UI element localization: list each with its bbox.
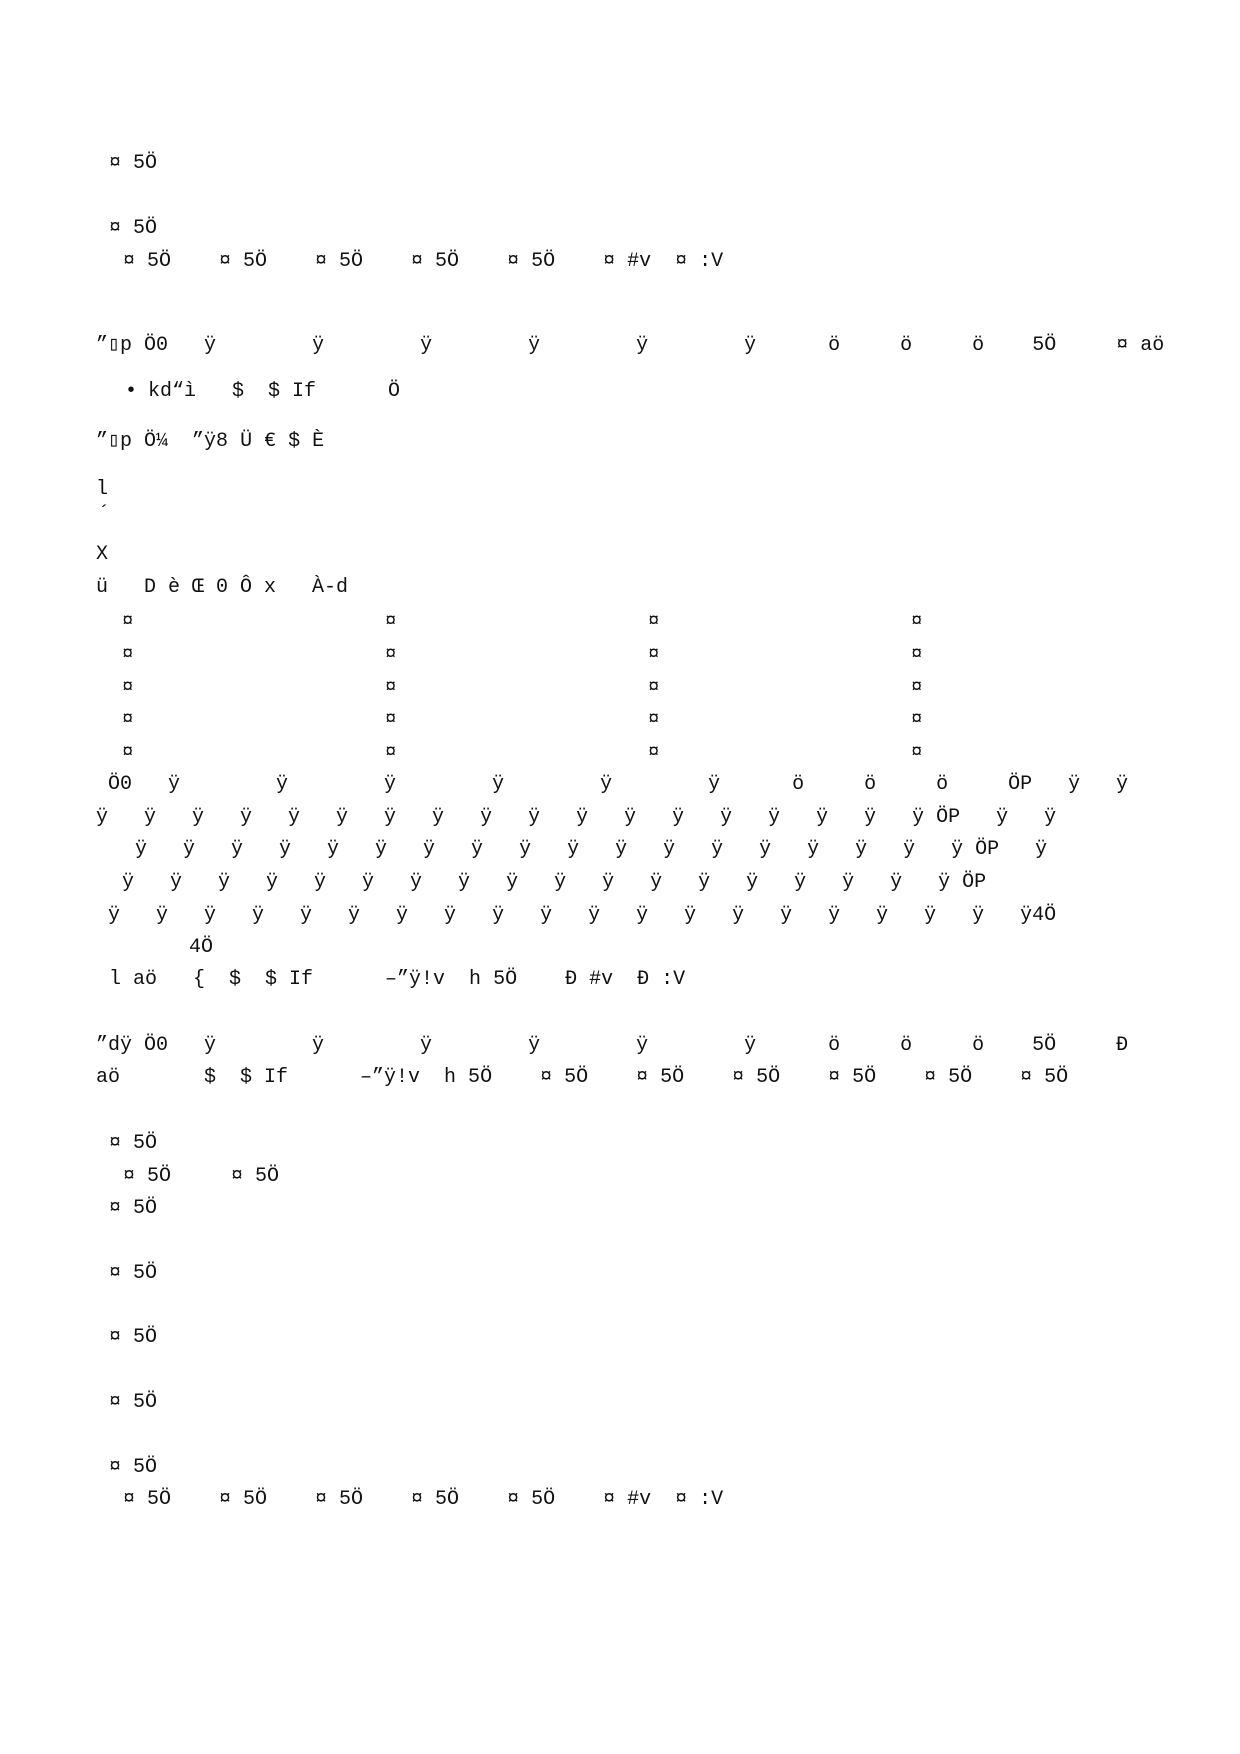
doc-line-4: ”▯p Ö0 ÿ ÿ ÿ ÿ ÿ ÿ ö ö ö 5Ö ¤ aö xyxy=(96,334,1165,357)
grid-mark: ¤ xyxy=(648,643,660,665)
doc-line-11: Ö0 ÿ ÿ ÿ ÿ ÿ ÿ ö ö ö ÖP ÿ ÿ xyxy=(108,773,1129,796)
doc-line-3: ¤ 5Ö ¤ 5Ö ¤ 5Ö ¤ 5Ö ¤ 5Ö ¤ #v ¤ :V xyxy=(123,250,724,273)
doc-line-20: ¤ 5Ö xyxy=(109,1132,158,1155)
doc-line-23: ¤ 5Ö xyxy=(109,1262,158,1285)
grid-mark: ¤ xyxy=(122,643,134,665)
grid-mark: ¤ xyxy=(648,610,660,632)
grid-mark: ¤ xyxy=(911,741,923,763)
doc-line-13: ÿ ÿ ÿ ÿ ÿ ÿ ÿ ÿ ÿ ÿ ÿ ÿ ÿ ÿ ÿ ÿ ÿ ÿ ÖP ÿ xyxy=(135,838,1048,861)
grid-mark: ¤ xyxy=(911,676,923,698)
doc-line-16: 4Ö xyxy=(189,936,214,959)
doc-line-26: ¤ 5Ö xyxy=(109,1456,158,1479)
grid-mark: ¤ xyxy=(911,708,923,730)
doc-line-5: kd“ì $ $ If Ö xyxy=(148,380,401,403)
doc-line-24: ¤ 5Ö xyxy=(109,1326,158,1349)
doc-line-15: ÿ ÿ ÿ ÿ ÿ ÿ ÿ ÿ ÿ ÿ ÿ ÿ ÿ ÿ ÿ ÿ ÿ ÿ ÿ ÿ4Ö xyxy=(108,904,1057,927)
grid-mark: ¤ xyxy=(122,676,134,698)
grid-mark: ¤ xyxy=(385,643,397,665)
doc-line-25: ¤ 5Ö xyxy=(109,1391,158,1414)
grid-mark: ¤ xyxy=(911,610,923,632)
grid-mark: ¤ xyxy=(648,741,660,763)
grid-mark: ¤ xyxy=(122,610,134,632)
doc-line-18: ”dÿ Ö0 ÿ ÿ ÿ ÿ ÿ ÿ ö ö ö 5Ö Ð xyxy=(96,1034,1129,1057)
doc-line-10: ü D è Œ 0 Ô x À-d xyxy=(96,576,349,599)
grid-mark: ¤ xyxy=(385,610,397,632)
grid-mark: ¤ xyxy=(122,741,134,763)
grid-mark: ¤ xyxy=(385,708,397,730)
grid-mark: ¤ xyxy=(385,741,397,763)
doc-line-7: l xyxy=(96,478,109,501)
grid-mark: ¤ xyxy=(385,676,397,698)
doc-line-2: ¤ 5Ö xyxy=(109,217,158,240)
doc-line-9: X xyxy=(96,543,109,566)
grid-mark: ¤ xyxy=(122,708,134,730)
grid-mark: ¤ xyxy=(648,708,660,730)
doc-line-12: ÿ ÿ ÿ ÿ ÿ ÿ ÿ ÿ ÿ ÿ ÿ ÿ ÿ ÿ ÿ ÿ ÿ ÿ ÖP ÿ ÿ xyxy=(96,806,1057,829)
doc-line-27: ¤ 5Ö ¤ 5Ö ¤ 5Ö ¤ 5Ö ¤ 5Ö ¤ #v ¤ :V xyxy=(123,1488,724,1511)
doc-line-22: ¤ 5Ö xyxy=(109,1197,158,1220)
grid-mark: ¤ xyxy=(911,643,923,665)
grid-mark: ¤ xyxy=(648,676,660,698)
doc-line-8: ´ xyxy=(98,503,111,526)
doc-line-1: ¤ 5Ö xyxy=(109,152,158,175)
doc-line-6: ”▯p Ö¼ ”ÿ8 Ü € $ È xyxy=(96,430,325,453)
doc-line-17: l aö { $ $ If –”ÿ!v h 5Ö Ð #v Ð :V xyxy=(109,968,686,991)
bullet-icon: • xyxy=(125,380,138,403)
doc-line-19: aö $ $ If –”ÿ!v h 5Ö ¤ 5Ö ¤ 5Ö ¤ 5Ö ¤ 5Ö ¤ 5Ö ¤ 5Ö xyxy=(96,1066,1069,1089)
doc-line-14: ÿ ÿ ÿ ÿ ÿ ÿ ÿ ÿ ÿ ÿ ÿ ÿ ÿ ÿ ÿ ÿ ÿ ÿ ÖP xyxy=(122,871,987,894)
doc-line-21: ¤ 5Ö ¤ 5Ö xyxy=(123,1165,280,1188)
